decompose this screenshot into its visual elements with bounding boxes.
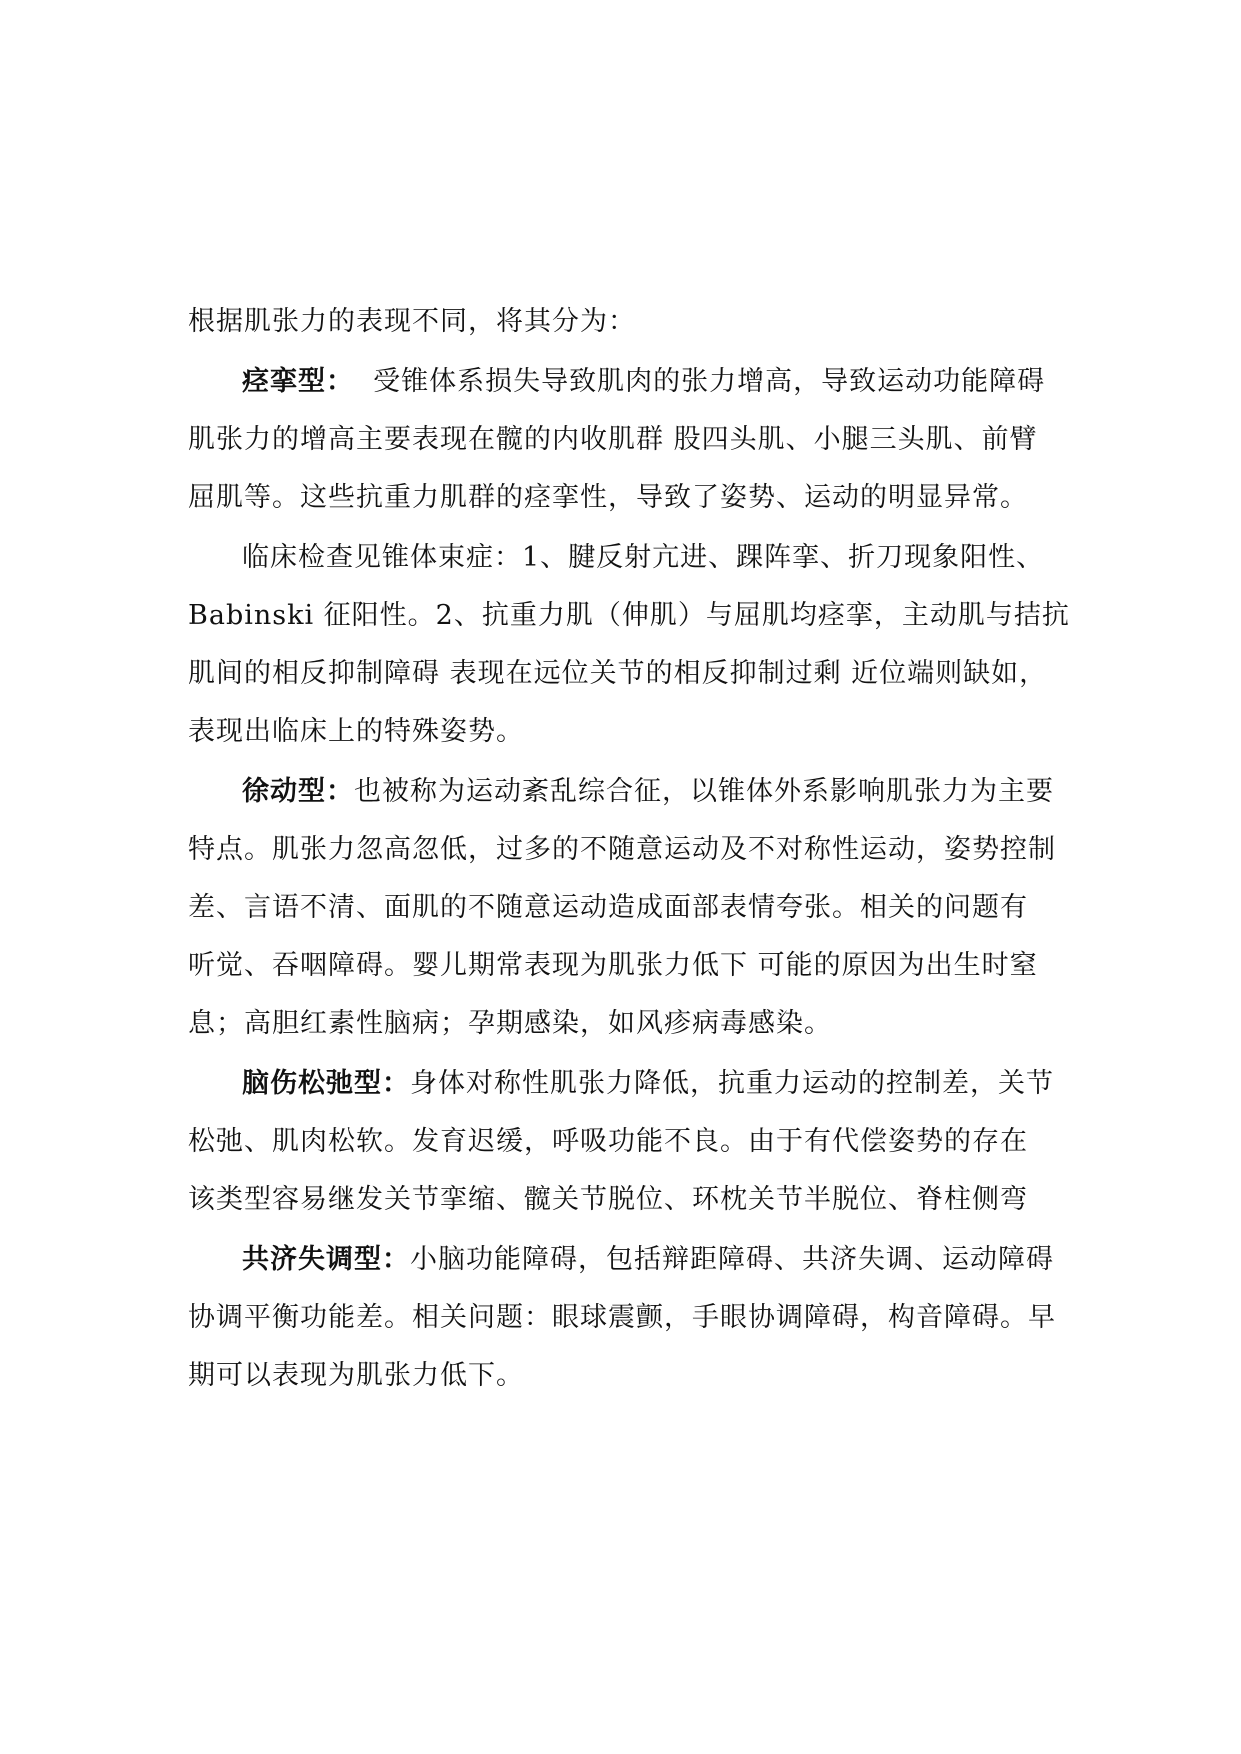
ataxic-type-text-1: 小脑功能障碍，包括辩距障碍、共济失调、运动障碍 [410, 1244, 1054, 1275]
athetoid-type-line-4: 听觉、吞咽障碍。婴儿期常表现为肌张力低下 可能的原因为出生时窒 [188, 950, 1038, 981]
spastic-type-line-1 [188, 353, 1088, 411]
hypotonic-type-term: 脑伤松弛型： [242, 1068, 410, 1099]
clinical-exam-line-4: 表现出临床上的特殊姿势。 [188, 716, 524, 747]
spastic-type-line-2: 肌张力的增高主要表现在髋的内收肌群 股四头肌、小腿三头肌、前臂 [188, 424, 1038, 455]
hypotonic-type-line-3: 该类型容易继发关节挛缩、髋关节脱位、环枕关节半脱位、脊柱侧弯 [188, 1184, 1028, 1215]
ataxic-type-term: 共济失调型： [242, 1244, 410, 1275]
athetoid-type-line-3: 差、言语不清、面肌的不随意运动造成面部表情夸张。相关的问题有 [188, 892, 1028, 923]
spastic-type-text-1: 受锥体系损失导致肌肉的张力增高，导致运动功能障碍 [354, 366, 1046, 397]
athetoid-type-line-1 [188, 763, 1088, 821]
clinical-exam-line-1: 临床检查见锥体束症：1、腱反射亢进、踝阵挛、折刀现象阳性、 [242, 542, 1045, 573]
ataxic-type-line-2: 协调平衡功能差。相关问题：眼球震颤，手眼协调障碍，构音障碍。早 [188, 1302, 1056, 1333]
ataxic-type-line-1 [188, 1231, 1088, 1289]
hypotonic-type-text-1: 身体对称性肌张力降低，抗重力运动的控制差，关节 [410, 1068, 1054, 1099]
document-body [188, 293, 1088, 1405]
spastic-type-term: 痉挛型： [242, 366, 354, 397]
clinical-exam-line-3: 肌间的相反抑制障碍 表现在远位关节的相反抑制过剩 近位端则缺如， [188, 658, 1048, 689]
clinical-exam-line-2: Babinski 征阳性。2、抗重力肌（伸肌）与屈肌均痉挛，主动肌与拮抗 [188, 600, 1070, 631]
spastic-type-line-3: 屈肌等。这些抗重力肌群的痉挛性，导致了姿势、运动的明显异常。 [188, 482, 1028, 513]
athetoid-type-text-1: 也被称为运动紊乱综合征，以锥体外系影响肌张力为主要 [354, 776, 1054, 807]
athetoid-type-line-2: 特点。肌张力忽高忽低，过多的不随意运动及不对称性运动，姿势控制 [188, 834, 1056, 865]
hypotonic-type-line-2: 松弛、肌肉松软。发育迟缓，呼吸功能不良。由于有代偿姿势的存在 [188, 1126, 1028, 1157]
hypotonic-type-line-1 [188, 1055, 1088, 1113]
ataxic-type-line-3: 期可以表现为肌张力低下。 [188, 1360, 524, 1391]
athetoid-type-term: 徐动型： [242, 776, 354, 807]
athetoid-type-line-5: 息；高胆红素性脑病；孕期感染，如风疹病毒感染。 [188, 1008, 832, 1039]
intro-paragraph: 根据肌张力的表现不同，将其分为： [188, 306, 636, 337]
